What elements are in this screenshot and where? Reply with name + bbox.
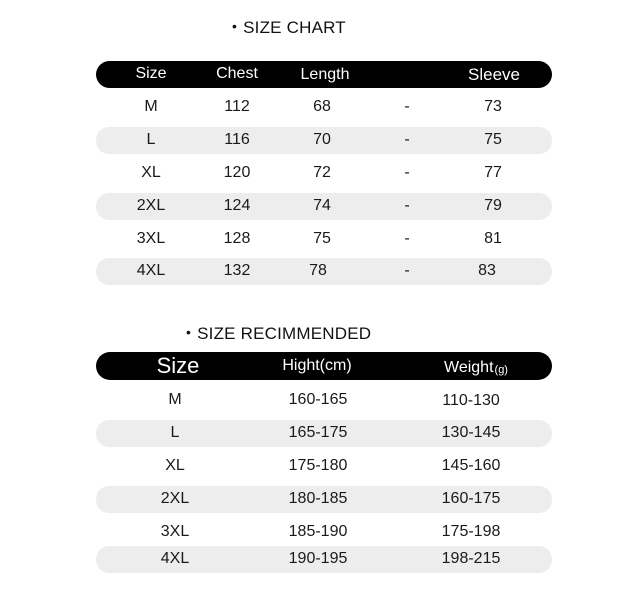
size-recommended-title-text: SIZE RECIMMENDED bbox=[197, 324, 372, 343]
cell-size: 2XL bbox=[160, 490, 190, 507]
header-size: Size bbox=[135, 65, 167, 82]
cell-size: 4XL bbox=[160, 550, 190, 567]
cell-length: 74 bbox=[313, 197, 331, 214]
size-recommended-row bbox=[96, 486, 552, 513]
cell-weight: 175-198 bbox=[441, 523, 501, 540]
cell-sleeve: 73 bbox=[484, 98, 502, 115]
cell-length: 75 bbox=[313, 230, 331, 247]
cell-dash: - bbox=[404, 98, 410, 115]
size-recommended-header bbox=[96, 352, 552, 380]
size-recommended-row bbox=[96, 519, 552, 546]
cell-sleeve: 75 bbox=[484, 131, 502, 148]
cell-height: 175-180 bbox=[288, 457, 348, 474]
size-recommended-row bbox=[96, 546, 552, 573]
cell-height: 180-185 bbox=[288, 490, 348, 507]
cell-size: M bbox=[144, 98, 158, 115]
cell-sleeve: 81 bbox=[484, 230, 502, 247]
cell-size: L bbox=[146, 131, 156, 148]
cell-size: L bbox=[170, 424, 180, 441]
bullet-icon: • bbox=[186, 324, 192, 340]
cell-sleeve: 77 bbox=[484, 164, 502, 181]
size-recommended-title bbox=[186, 324, 371, 344]
cell-weight: 160-175 bbox=[441, 490, 501, 507]
cell-chest: 128 bbox=[223, 230, 251, 247]
header-weight-label: Weight bbox=[444, 359, 494, 376]
cell-weight: 130-145 bbox=[441, 424, 501, 441]
size-chart-row bbox=[96, 258, 552, 285]
size-chart-title-text: SIZE CHART bbox=[243, 18, 346, 37]
header-weight-unit: (g) bbox=[494, 364, 508, 376]
size-chart-row bbox=[96, 94, 552, 121]
bullet-icon: • bbox=[232, 18, 238, 34]
cell-size: 3XL bbox=[160, 523, 190, 540]
size-chart-title bbox=[232, 18, 346, 38]
header-height: Hight(cm) bbox=[282, 357, 352, 374]
header-sleeve: Sleeve bbox=[468, 65, 520, 84]
cell-size: 4XL bbox=[136, 262, 166, 279]
header-length: Length bbox=[300, 66, 350, 83]
cell-size: 3XL bbox=[136, 230, 166, 247]
cell-dash: - bbox=[404, 230, 410, 247]
cell-chest: 124 bbox=[223, 197, 251, 214]
size-chart-row bbox=[96, 193, 552, 220]
header-weight bbox=[444, 359, 508, 377]
cell-chest: 112 bbox=[224, 98, 250, 115]
size-recommended-row bbox=[96, 453, 552, 480]
cell-size: XL bbox=[165, 457, 185, 474]
cell-size: XL bbox=[141, 164, 161, 181]
size-recommended-row bbox=[96, 387, 552, 414]
cell-length: 78 bbox=[309, 262, 327, 279]
cell-height: 165-175 bbox=[288, 424, 348, 441]
cell-chest: 116 bbox=[224, 131, 250, 148]
size-chart-row bbox=[96, 160, 552, 187]
cell-sleeve: 83 bbox=[478, 262, 496, 279]
cell-dash: - bbox=[404, 131, 410, 148]
cell-size: 2XL bbox=[136, 197, 166, 214]
cell-dash: - bbox=[404, 164, 410, 181]
cell-dash: - bbox=[404, 197, 410, 214]
cell-chest: 132 bbox=[223, 262, 251, 279]
cell-height: 160-165 bbox=[288, 391, 348, 408]
size-chart-row bbox=[96, 226, 552, 253]
cell-weight: 145-160 bbox=[441, 457, 501, 474]
cell-height: 185-190 bbox=[288, 523, 348, 540]
cell-weight: 110-130 bbox=[442, 392, 500, 409]
cell-length: 68 bbox=[313, 98, 331, 115]
size-chart-row bbox=[96, 127, 552, 154]
cell-size: M bbox=[168, 391, 182, 408]
size-recommended-row bbox=[96, 420, 552, 447]
cell-chest: 120 bbox=[223, 164, 251, 181]
cell-weight: 198-215 bbox=[441, 550, 501, 567]
cell-height: 190-195 bbox=[288, 550, 348, 567]
cell-sleeve: 79 bbox=[484, 197, 502, 214]
cell-length: 70 bbox=[313, 131, 331, 148]
size-chart-header bbox=[96, 61, 552, 88]
header-size: Size bbox=[156, 353, 200, 378]
cell-length: 72 bbox=[313, 164, 331, 181]
cell-dash: - bbox=[404, 262, 410, 279]
header-chest: Chest bbox=[216, 65, 258, 82]
